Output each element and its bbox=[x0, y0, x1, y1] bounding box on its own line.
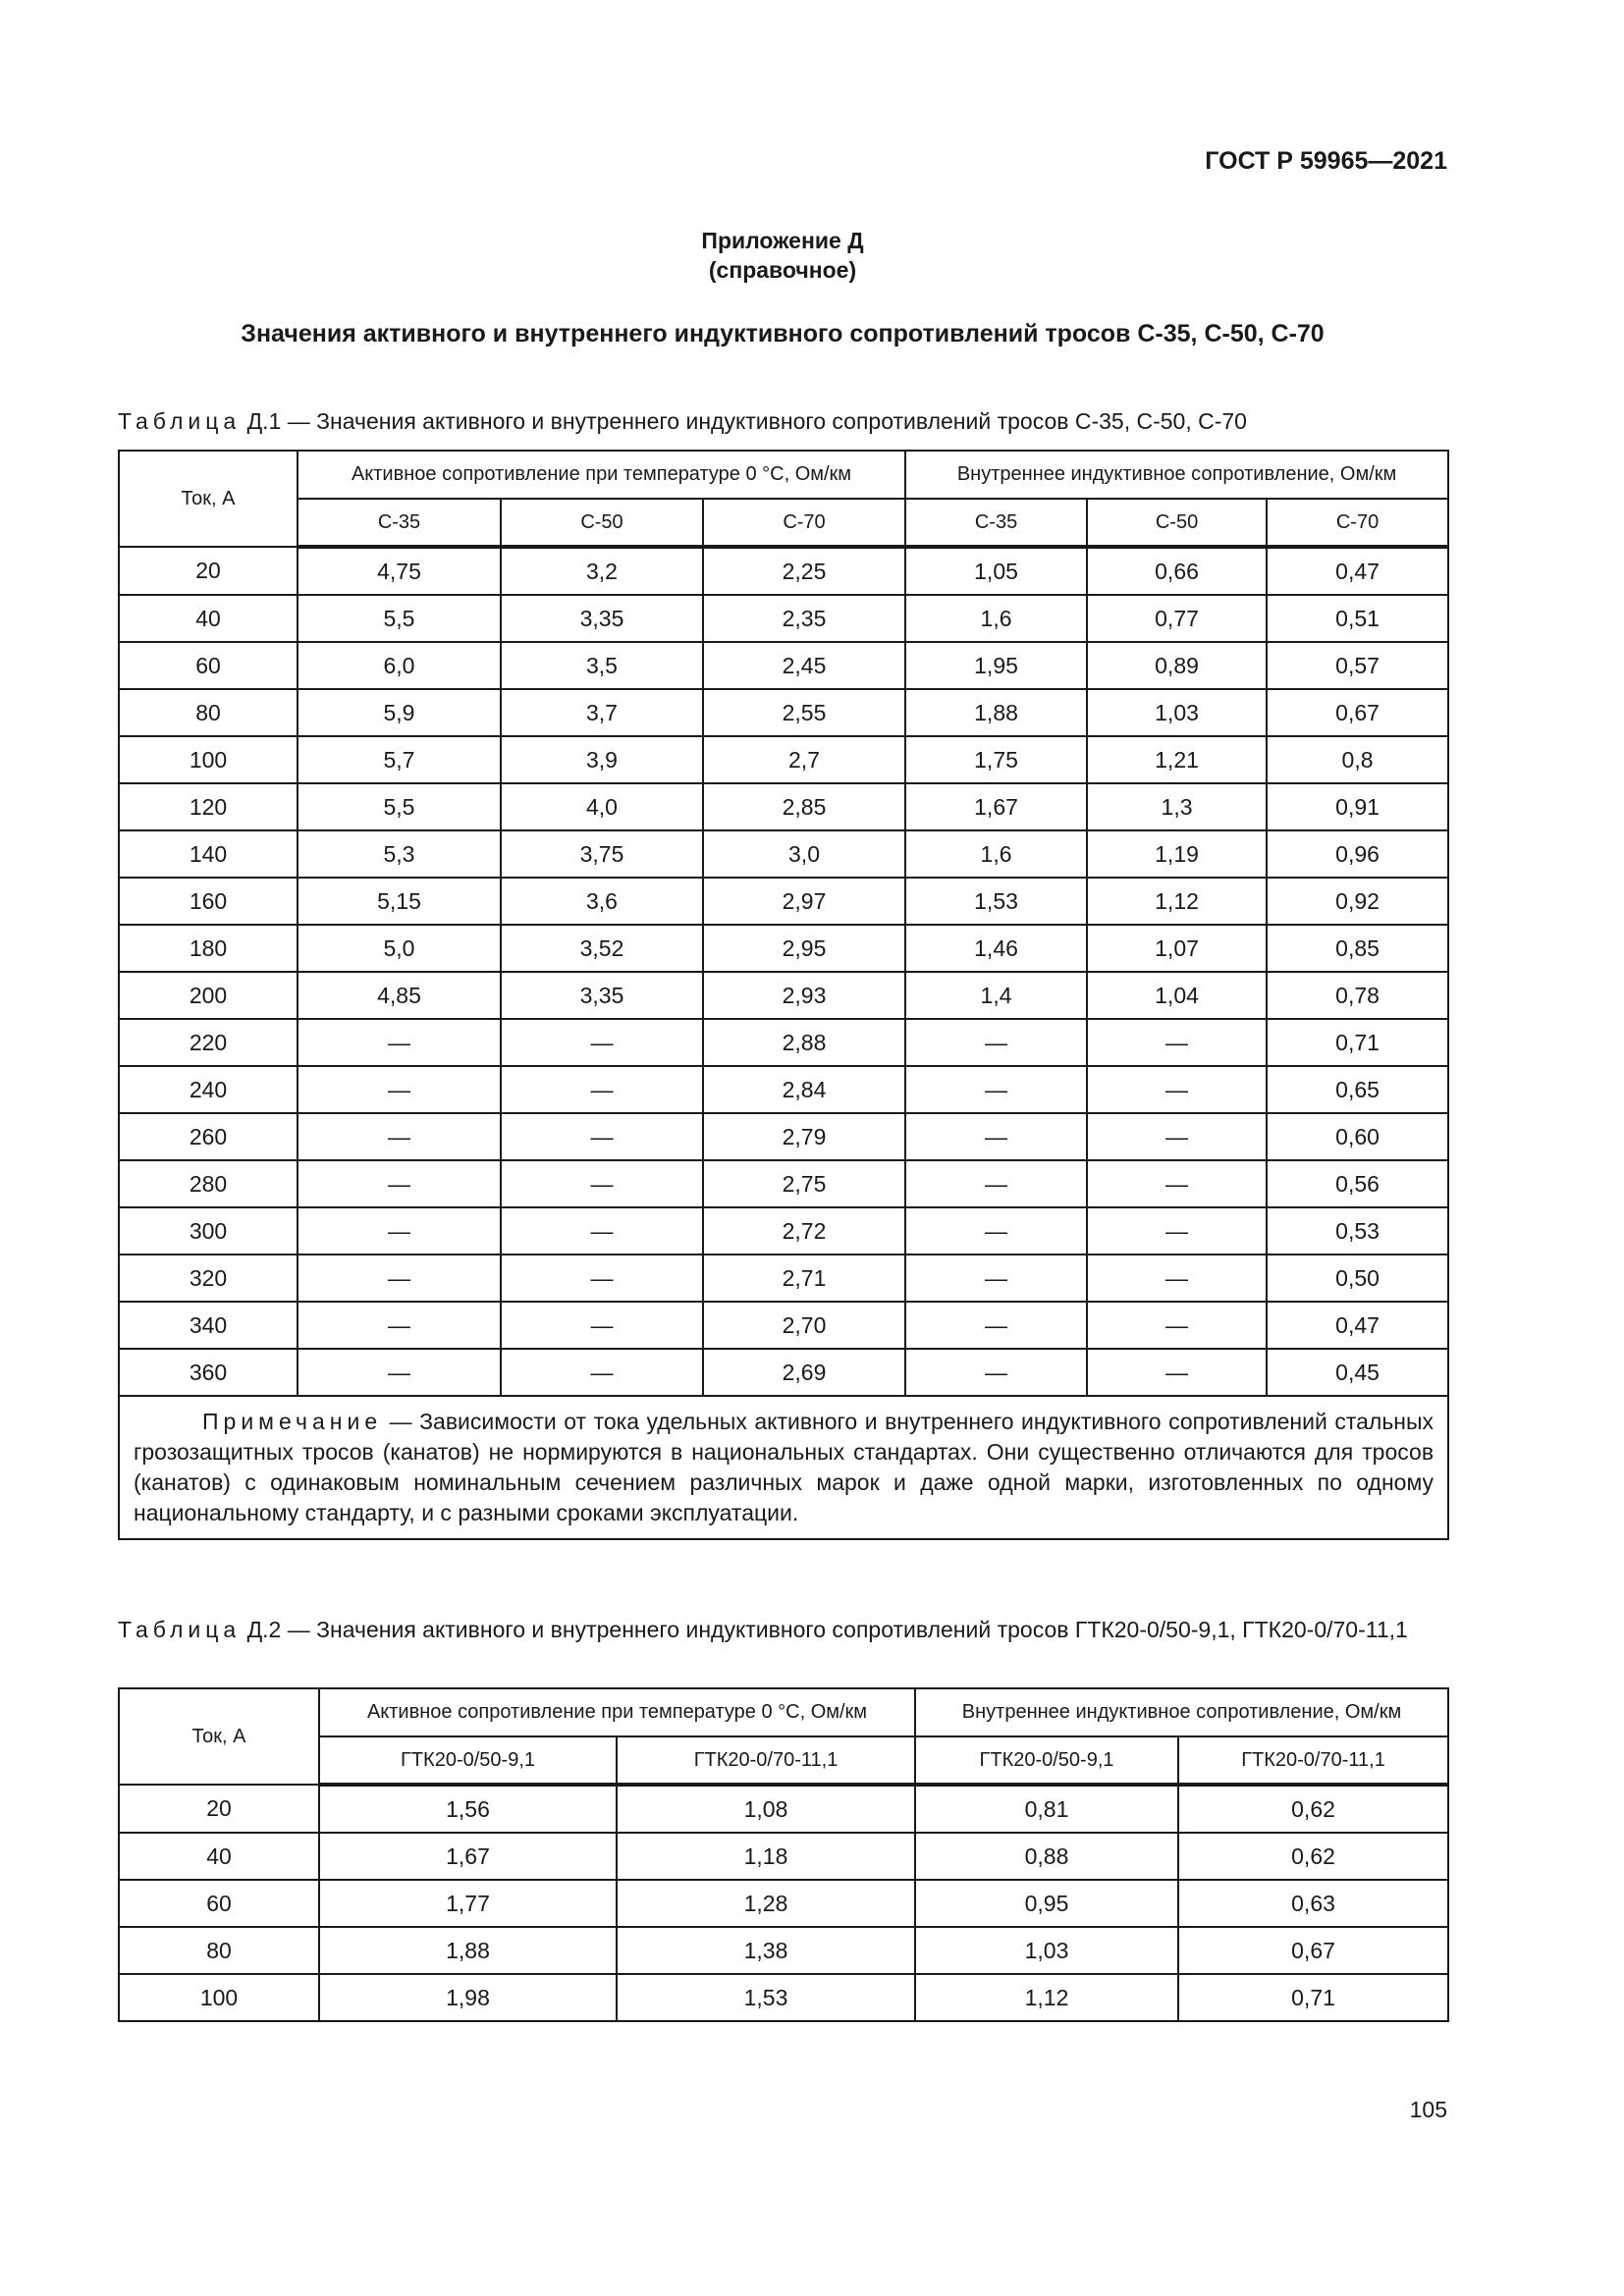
value-cell: 2,25 bbox=[703, 547, 905, 595]
table1-sub-header: С-50 bbox=[1087, 499, 1267, 547]
table2-col-current: Ток, А bbox=[119, 1688, 319, 1785]
current-cell: 100 bbox=[119, 1974, 319, 2021]
current-cell: 40 bbox=[119, 595, 298, 642]
value-cell: 1,53 bbox=[905, 878, 1087, 925]
value-cell: — bbox=[905, 1066, 1087, 1113]
value-cell: — bbox=[905, 1160, 1087, 1207]
table-row bbox=[119, 736, 1448, 783]
table1-note bbox=[119, 1396, 1448, 1539]
value-cell: 0,95 bbox=[915, 1880, 1178, 1927]
value-cell: 0,62 bbox=[1178, 1833, 1448, 1880]
value-cell: 0,91 bbox=[1267, 783, 1448, 830]
value-cell: — bbox=[1087, 1160, 1267, 1207]
value-cell: 0,92 bbox=[1267, 878, 1448, 925]
value-cell: 3,6 bbox=[501, 878, 703, 925]
table1-body bbox=[119, 547, 1448, 1396]
value-cell: 0,89 bbox=[1087, 642, 1267, 689]
table2-sub-header: ГТК20-0/70-11,1 bbox=[1178, 1736, 1448, 1785]
appendix-heading: Значения активного и внутреннего индуктивного сопротивлений тросов С-35, С-50, С-70 bbox=[241, 320, 1325, 347]
value-cell: 1,03 bbox=[1087, 689, 1267, 736]
value-cell: 5,9 bbox=[298, 689, 501, 736]
value-cell: 5,15 bbox=[298, 878, 501, 925]
value-cell: 2,72 bbox=[703, 1207, 905, 1255]
current-cell: 220 bbox=[119, 1019, 298, 1066]
table2 bbox=[118, 1687, 1449, 2022]
value-cell: 2,95 bbox=[703, 925, 905, 972]
value-cell: 4,85 bbox=[298, 972, 501, 1019]
value-cell: — bbox=[1087, 1113, 1267, 1160]
value-cell: 2,97 bbox=[703, 878, 905, 925]
value-cell: 1,19 bbox=[1087, 830, 1267, 878]
value-cell: — bbox=[501, 1255, 703, 1302]
value-cell: 1,07 bbox=[1087, 925, 1267, 972]
value-cell: — bbox=[1087, 1207, 1267, 1255]
value-cell: 3,9 bbox=[501, 736, 703, 783]
value-cell: 1,4 bbox=[905, 972, 1087, 1019]
table1-sub-header: С-70 bbox=[703, 499, 905, 547]
table2-caption-label: Таблица bbox=[118, 1617, 242, 1642]
table1-sub-header: С-70 bbox=[1267, 499, 1448, 547]
value-cell: 1,56 bbox=[319, 1785, 617, 1833]
table-row bbox=[119, 1113, 1448, 1160]
value-cell: 1,53 bbox=[617, 1974, 915, 2021]
value-cell: 0,85 bbox=[1267, 925, 1448, 972]
value-cell: 1,04 bbox=[1087, 972, 1267, 1019]
value-cell: 0,96 bbox=[1267, 830, 1448, 878]
value-cell: 3,5 bbox=[501, 642, 703, 689]
table1-caption-text: Д.1 — Значения активного и внутреннего индуктивного сопротивлений тросов С-35, С-50, С-70 bbox=[246, 408, 1247, 434]
value-cell: 1,05 bbox=[905, 547, 1087, 595]
value-cell: 1,38 bbox=[617, 1927, 915, 1974]
table-row bbox=[119, 689, 1448, 736]
current-cell: 60 bbox=[119, 642, 298, 689]
value-cell: 1,21 bbox=[1087, 736, 1267, 783]
value-cell: — bbox=[298, 1349, 501, 1396]
table-row bbox=[119, 1160, 1448, 1207]
value-cell: — bbox=[501, 1349, 703, 1396]
table1-caption bbox=[118, 406, 1447, 436]
value-cell: — bbox=[501, 1160, 703, 1207]
value-cell: 1,67 bbox=[319, 1833, 617, 1880]
value-cell: 0,65 bbox=[1267, 1066, 1448, 1113]
value-cell: — bbox=[298, 1207, 501, 1255]
value-cell: 6,0 bbox=[298, 642, 501, 689]
current-cell: 300 bbox=[119, 1207, 298, 1255]
table-row bbox=[119, 1207, 1448, 1255]
value-cell: 0,66 bbox=[1087, 547, 1267, 595]
table2-group-inductive: Внутреннее индуктивное сопротивление, Ом/км bbox=[915, 1688, 1448, 1736]
value-cell: — bbox=[1087, 1255, 1267, 1302]
value-cell: 5,7 bbox=[298, 736, 501, 783]
value-cell: 0,56 bbox=[1267, 1160, 1448, 1207]
table-row bbox=[119, 1019, 1448, 1066]
value-cell: — bbox=[501, 1113, 703, 1160]
value-cell: 3,75 bbox=[501, 830, 703, 878]
value-cell: 1,88 bbox=[905, 689, 1087, 736]
table-row bbox=[119, 547, 1448, 595]
table2-sub-header: ГТК20-0/50-9,1 bbox=[319, 1736, 617, 1785]
current-cell: 120 bbox=[119, 783, 298, 830]
value-cell: 0,8 bbox=[1267, 736, 1448, 783]
value-cell: — bbox=[905, 1302, 1087, 1349]
table2-caption bbox=[118, 1615, 1447, 1644]
value-cell: 1,6 bbox=[905, 830, 1087, 878]
current-cell: 320 bbox=[119, 1255, 298, 1302]
value-cell: 0,57 bbox=[1267, 642, 1448, 689]
value-cell: — bbox=[501, 1302, 703, 1349]
table1-sub-header: С-35 bbox=[298, 499, 501, 547]
value-cell: — bbox=[501, 1066, 703, 1113]
current-cell: 40 bbox=[119, 1833, 319, 1880]
value-cell: 2,45 bbox=[703, 642, 905, 689]
value-cell: — bbox=[298, 1302, 501, 1349]
value-cell: 0,67 bbox=[1178, 1927, 1448, 1974]
value-cell: 0,81 bbox=[915, 1785, 1178, 1833]
table-row bbox=[119, 878, 1448, 925]
value-cell: 0,53 bbox=[1267, 1207, 1448, 1255]
value-cell: — bbox=[905, 1113, 1087, 1160]
value-cell: — bbox=[501, 1019, 703, 1066]
table-row bbox=[119, 1974, 1448, 2021]
table1-sub-header: С-35 bbox=[905, 499, 1087, 547]
value-cell: 2,93 bbox=[703, 972, 905, 1019]
value-cell: 1,75 bbox=[905, 736, 1087, 783]
value-cell: 0,88 bbox=[915, 1833, 1178, 1880]
current-cell: 160 bbox=[119, 878, 298, 925]
current-cell: 20 bbox=[119, 1785, 319, 1833]
value-cell: — bbox=[1087, 1066, 1267, 1113]
table1-caption-label: Таблица bbox=[118, 408, 242, 434]
table1-col-current: Ток, А bbox=[119, 451, 298, 547]
appendix-status: (справочное) bbox=[708, 257, 857, 283]
current-cell: 260 bbox=[119, 1113, 298, 1160]
value-cell: 1,08 bbox=[617, 1785, 915, 1833]
table-row bbox=[119, 1302, 1448, 1349]
value-cell: 2,7 bbox=[703, 736, 905, 783]
standard-code: ГОСТ Р 59965—2021 bbox=[1205, 147, 1447, 175]
value-cell: — bbox=[1087, 1302, 1267, 1349]
value-cell: 2,75 bbox=[703, 1160, 905, 1207]
value-cell: — bbox=[298, 1019, 501, 1066]
value-cell: 3,2 bbox=[501, 547, 703, 595]
value-cell: 0,47 bbox=[1267, 547, 1448, 595]
value-cell: — bbox=[298, 1066, 501, 1113]
value-cell: 1,03 bbox=[915, 1927, 1178, 1974]
value-cell: — bbox=[298, 1113, 501, 1160]
value-cell: 0,62 bbox=[1178, 1785, 1448, 1833]
value-cell: — bbox=[298, 1160, 501, 1207]
table-row bbox=[119, 595, 1448, 642]
table2-caption-text: Д.2 — Значения активного и внутреннего индуктивного сопротивлений тросов ГТК20-0/50-9,1, ГТК20-0/70-11,1 bbox=[246, 1617, 1408, 1642]
value-cell: 3,35 bbox=[501, 595, 703, 642]
table-row bbox=[119, 1255, 1448, 1302]
current-cell: 60 bbox=[119, 1880, 319, 1927]
table1-sub-header: С-50 bbox=[501, 499, 703, 547]
table-row bbox=[119, 1927, 1448, 1974]
current-cell: 140 bbox=[119, 830, 298, 878]
value-cell: 1,88 bbox=[319, 1927, 617, 1974]
current-cell: 360 bbox=[119, 1349, 298, 1396]
value-cell: 0,47 bbox=[1267, 1302, 1448, 1349]
value-cell: 1,95 bbox=[905, 642, 1087, 689]
value-cell: 0,45 bbox=[1267, 1349, 1448, 1396]
value-cell: 0,71 bbox=[1178, 1974, 1448, 2021]
table-row bbox=[119, 830, 1448, 878]
value-cell: 2,85 bbox=[703, 783, 905, 830]
current-cell: 200 bbox=[119, 972, 298, 1019]
value-cell: 2,84 bbox=[703, 1066, 905, 1113]
value-cell: 0,77 bbox=[1087, 595, 1267, 642]
value-cell: 0,63 bbox=[1178, 1880, 1448, 1927]
value-cell: 1,3 bbox=[1087, 783, 1267, 830]
value-cell: 5,0 bbox=[298, 925, 501, 972]
value-cell: 1,77 bbox=[319, 1880, 617, 1927]
current-cell: 280 bbox=[119, 1160, 298, 1207]
value-cell: 1,6 bbox=[905, 595, 1087, 642]
value-cell: — bbox=[1087, 1349, 1267, 1396]
value-cell: 3,52 bbox=[501, 925, 703, 972]
value-cell: 1,98 bbox=[319, 1974, 617, 2021]
table-row bbox=[119, 1833, 1448, 1880]
value-cell: 1,46 bbox=[905, 925, 1087, 972]
value-cell: 1,18 bbox=[617, 1833, 915, 1880]
value-cell: 2,70 bbox=[703, 1302, 905, 1349]
table1-note-text: — Зависимости от тока удельных активного и внутреннего индуктивного сопротивлений стальных грозозащитных тросов (канатов) не нормируются в национальных стандартах. Они существенно отличаются для тросов (канатов) с одинаковым номинальным сечением различных марок и даже одной марки, изготовленных по одному национальному стандарту, и с разными сроками эксплуатации. bbox=[134, 1409, 1435, 1525]
value-cell: 5,5 bbox=[298, 783, 501, 830]
value-cell: 2,71 bbox=[703, 1255, 905, 1302]
table-row bbox=[119, 783, 1448, 830]
value-cell: 0,60 bbox=[1267, 1113, 1448, 1160]
table-row bbox=[119, 1785, 1448, 1833]
current-cell: 20 bbox=[119, 547, 298, 595]
value-cell: — bbox=[905, 1349, 1087, 1396]
value-cell: 0,67 bbox=[1267, 689, 1448, 736]
current-cell: 340 bbox=[119, 1302, 298, 1349]
value-cell: 2,79 bbox=[703, 1113, 905, 1160]
value-cell: 1,67 bbox=[905, 783, 1087, 830]
value-cell: 0,71 bbox=[1267, 1019, 1448, 1066]
value-cell: — bbox=[905, 1255, 1087, 1302]
current-cell: 100 bbox=[119, 736, 298, 783]
value-cell: 2,35 bbox=[703, 595, 905, 642]
current-cell: 180 bbox=[119, 925, 298, 972]
table1-note-label: Примечание bbox=[202, 1409, 383, 1434]
value-cell: 2,55 bbox=[703, 689, 905, 736]
table-row bbox=[119, 925, 1448, 972]
current-cell: 240 bbox=[119, 1066, 298, 1113]
value-cell: 0,78 bbox=[1267, 972, 1448, 1019]
appendix-title: Приложение Д bbox=[701, 228, 864, 253]
table2-group-active: Активное сопротивление при температуре 0 °С, Ом/км bbox=[319, 1688, 915, 1736]
value-cell: 2,88 bbox=[703, 1019, 905, 1066]
value-cell: 5,5 bbox=[298, 595, 501, 642]
table2-sub-header: ГТК20-0/50-9,1 bbox=[915, 1736, 1178, 1785]
value-cell: 3,7 bbox=[501, 689, 703, 736]
table1 bbox=[118, 450, 1449, 1540]
current-cell: 80 bbox=[119, 1927, 319, 1974]
table-row bbox=[119, 1880, 1448, 1927]
table2-sub-header: ГТК20-0/70-11,1 bbox=[617, 1736, 915, 1785]
table-row bbox=[119, 972, 1448, 1019]
table-row bbox=[119, 1066, 1448, 1113]
value-cell: 0,51 bbox=[1267, 595, 1448, 642]
value-cell: 5,3 bbox=[298, 830, 501, 878]
value-cell: — bbox=[905, 1207, 1087, 1255]
value-cell: 1,28 bbox=[617, 1880, 915, 1927]
value-cell: 1,12 bbox=[915, 1974, 1178, 2021]
table1-group-inductive: Внутреннее индуктивное сопротивление, Ом/км bbox=[905, 451, 1448, 499]
value-cell: 0,50 bbox=[1267, 1255, 1448, 1302]
value-cell: 2,69 bbox=[703, 1349, 905, 1396]
value-cell: 4,0 bbox=[501, 783, 703, 830]
table2-body bbox=[119, 1785, 1448, 2021]
table-row bbox=[119, 1349, 1448, 1396]
value-cell: 3,35 bbox=[501, 972, 703, 1019]
page-number: 105 bbox=[1409, 2097, 1447, 2122]
table1-group-active: Активное сопротивление при температуре 0 °С, Ом/км bbox=[298, 451, 905, 499]
value-cell: — bbox=[298, 1255, 501, 1302]
value-cell: 3,0 bbox=[703, 830, 905, 878]
current-cell: 80 bbox=[119, 689, 298, 736]
value-cell: — bbox=[501, 1207, 703, 1255]
value-cell: — bbox=[1087, 1019, 1267, 1066]
value-cell: — bbox=[905, 1019, 1087, 1066]
value-cell: 4,75 bbox=[298, 547, 501, 595]
table-row bbox=[119, 642, 1448, 689]
value-cell: 1,12 bbox=[1087, 878, 1267, 925]
